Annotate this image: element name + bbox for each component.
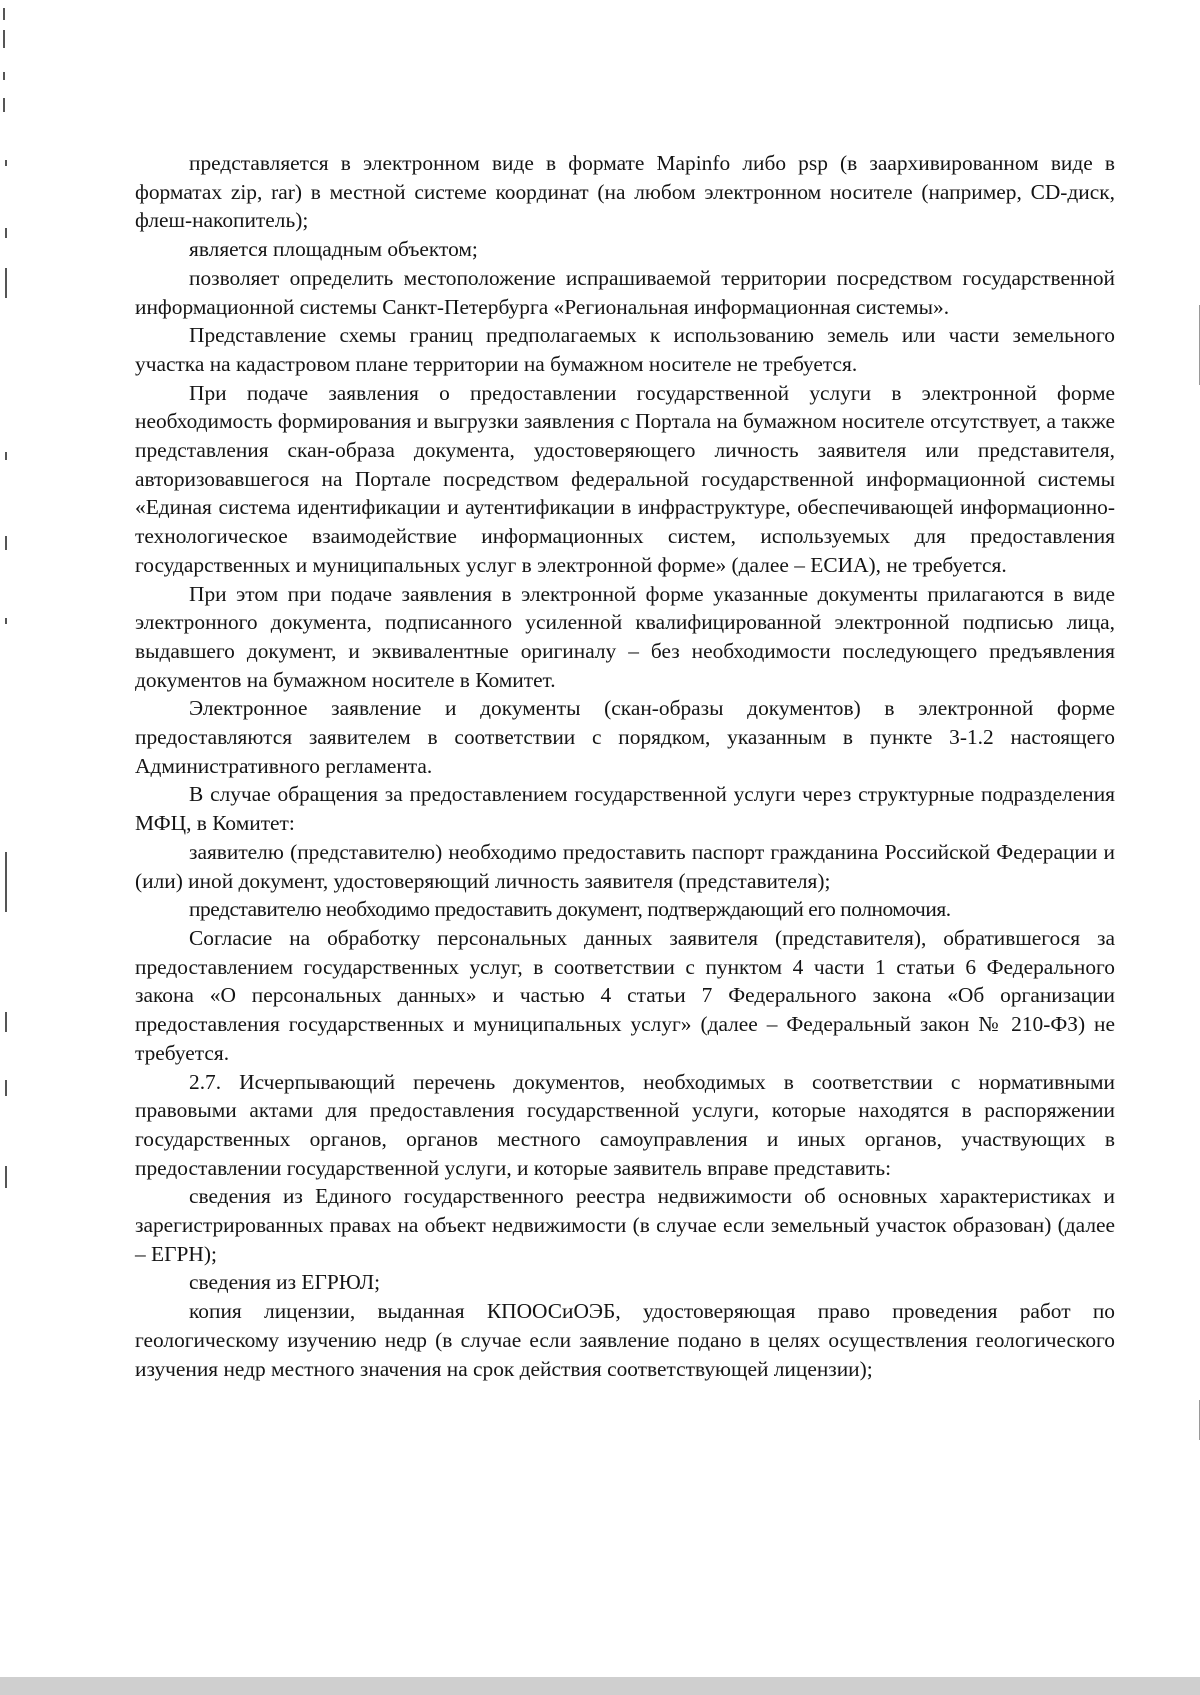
scan-artifact <box>5 536 7 550</box>
paragraph: сведения из Единого государственного реестра недвижимости об основных характеристиках и зарегистрированных правах на объект недвижимости (в случае если земельный участок образован) (далее – ЕГРН); <box>135 1184 1115 1266</box>
paragraph: Представление схемы границ предполагаемых к использованию земель или части земельного участка на кадастровом плане территории на бумажном носителе не требуется. <box>135 323 1115 376</box>
paragraph: копия лицензии, выданная КПООСиОЭБ, удостоверяющая право проведения работ по геологическому изучению недр (в случае если заявление подано в целях осуществления геологического изучения недр местного значения на срок действия соответствующей лицензии); <box>135 1299 1115 1381</box>
scan-artifact <box>3 8 5 20</box>
paragraph: В случае обращения за предоставлением государственной услуги через структурные подразделения МФЦ, в Комитет: <box>135 782 1115 836</box>
document-body <box>135 149 1115 1383</box>
paragraph: При подаче заявления о предоставлении государственной услуги в электронной форме необходимость формирования и выгрузки заявления с Портала на бумажном носителе отсутствует, а также представления скан-образа документа, удостоверяющего личность заявителя или представителя, авторизовавшегося на Портале посредством федеральной государственной информационной системы «Единая система идентификации и аутентификации в инфраструктуре, обеспечивающей информационно-технологическое взаимодействие информационных систем, используемых для предоставления государственных и муниципальных услуг в электронной форме» (далее – ЕСИА), не требуется. <box>135 380 1115 577</box>
scan-artifact <box>5 1166 7 1188</box>
scan-artifact <box>5 852 7 912</box>
paragraph: представляется в электронном виде в формате Mapinfo либо psp (в заархивированном виде в форматах zip, rar) в местной системе координат (на любом электронном носителе (например, CD-диск, флеш-накопитель); <box>135 151 1115 233</box>
paragraph: является площадным объектом; <box>189 237 478 262</box>
scan-artifact <box>5 160 7 166</box>
scan-artifact <box>5 268 7 298</box>
paragraph: сведения из ЕГРЮЛ; <box>189 1270 381 1295</box>
paragraph: представителю необходимо предоставить документ, подтверждающий его полномочия. <box>189 897 951 922</box>
scan-artifact <box>5 1080 7 1096</box>
paragraph: 2.7. Исчерпывающий перечень документов, необходимых в соответствии с нормативными правовыми актами для предоставления государственной услуги, которые находятся в распоряжении государственных органов, органов местного самоуправления и иных органов, участвующих в предоставлении государственной услуги, и которые заявитель вправе представить: <box>135 1069 1115 1180</box>
paragraph: Согласие на обработку персональных данных заявителя (представителя), обратившегося за предоставлением государственных услуг, в соответствии с пунктом 4 части 1 статьи 6 Федерального закона «О персональных данных» и частью 4 статьи 7 Федерального закона «Об организации предоставления государственных и муниципальных услуг» (далее – Федеральный закон № 210-ФЗ) не требуется. <box>135 925 1115 1065</box>
scan-artifact <box>3 72 5 80</box>
scan-artifact <box>5 1012 7 1032</box>
paragraph: заявителю (представителю) необходимо предоставить паспорт гражданина Российской Федерации и (или) иной документ, удостоверяющий личность заявителя (представителя); <box>135 839 1115 893</box>
paragraph: Электронное заявление и документы (скан-образы документов) в электронной форме предоставляются заявителем в соответствии с порядком, указанным в пункте 3-1.2 настоящего Административного регламента. <box>135 696 1115 778</box>
scan-artifact <box>5 452 7 460</box>
scan-artifact <box>3 98 5 112</box>
scan-artifact <box>5 618 7 624</box>
scan-bottom-band <box>0 1677 1200 1695</box>
scan-artifact <box>5 228 7 238</box>
paragraph: позволяет определить местоположение испрашиваемой территории посредством государственной информационной системы Санкт-Петербурга «Региональная информационная системы». <box>135 265 1115 319</box>
paragraph: При этом при подаче заявления в электронной форме указанные документы прилагаются в виде электронного документа, подписанного усиленной квалифицированной электронной подписью лица, выдавшего документ, и эквивалентные оригиналу – без необходимости последующего предъявления документов на бумажном носителе в Комитет. <box>135 581 1115 692</box>
scan-artifact <box>3 30 5 48</box>
